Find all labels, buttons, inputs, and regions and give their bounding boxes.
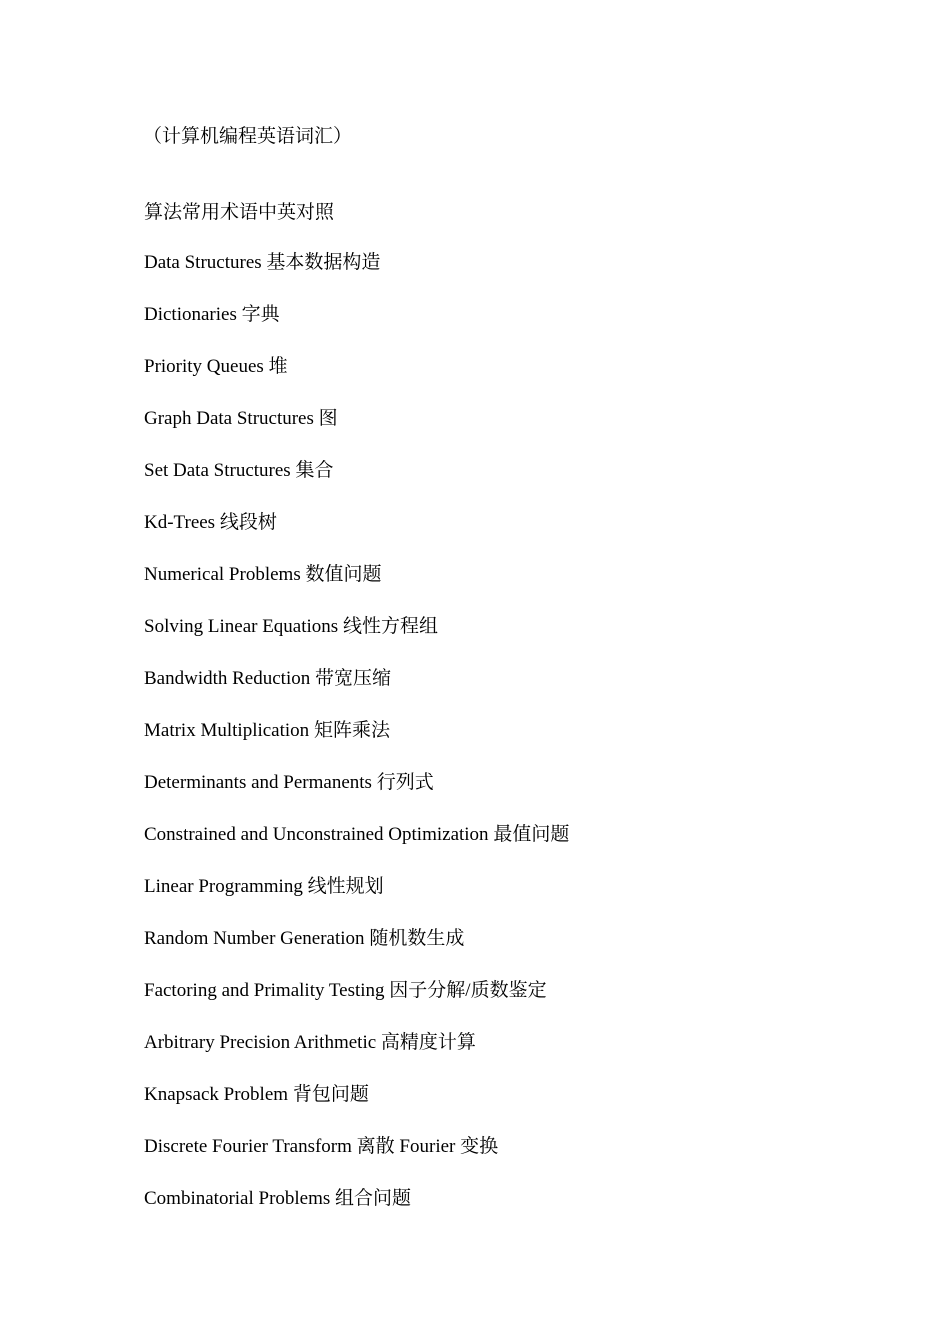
section-heading: 算法常用术语中英对照 (144, 202, 335, 223)
term-chinese: 堆 (268, 356, 288, 377)
term-chinese: 最值问题 (493, 824, 570, 845)
term-chinese: 背包问题 (292, 1084, 369, 1105)
term-english: Linear Programming (144, 876, 303, 897)
term-chinese: 组合问题 (335, 1188, 412, 1209)
term-item (144, 978, 569, 1004)
term-chinese: 带宽压缩 (314, 668, 391, 689)
term-item (144, 1030, 569, 1056)
term-chinese: 线性规划 (307, 876, 384, 897)
term-item (144, 1134, 569, 1160)
term-english: Data Structures (144, 252, 262, 273)
term-item (144, 1082, 569, 1108)
term-item (144, 406, 569, 432)
term-english: Graph Data Structures (144, 408, 314, 429)
term-chinese: 因子分解/质数鉴定 (389, 980, 547, 1001)
term-chinese: 随机数生成 (369, 928, 465, 949)
term-english: Determinants and Permanents (144, 772, 372, 793)
term-item (144, 510, 569, 536)
term-chinese: 线性方程组 (342, 616, 438, 637)
term-chinese: 基本数据构造 (266, 252, 381, 273)
term-english: Bandwidth Reduction (144, 668, 311, 689)
term-item (144, 718, 569, 744)
term-item (144, 822, 569, 848)
term-item (144, 926, 569, 952)
term-english: Matrix Multiplication (144, 720, 310, 741)
term-item (144, 562, 569, 588)
term-list (144, 250, 569, 1212)
term-english: Priority Queues (144, 356, 264, 377)
term-english: Factoring and Primality Testing (144, 980, 385, 1001)
term-english: Knapsack Problem (144, 1084, 289, 1105)
term-english: Dictionaries (144, 304, 237, 325)
term-item (144, 458, 569, 484)
term-chinese: 离散 Fourier 变换 (356, 1136, 499, 1157)
term-item (144, 666, 569, 692)
term-english: Set Data Structures (144, 460, 291, 481)
term-chinese: 线段树 (219, 512, 277, 533)
document-title: （计算机编程英语词汇） (143, 126, 353, 147)
term-item (144, 614, 569, 640)
term-chinese: 字典 (241, 304, 280, 325)
term-chinese: 高精度计算 (380, 1032, 476, 1053)
term-english: Numerical Problems (144, 564, 301, 585)
term-item (144, 1186, 569, 1212)
term-item (144, 302, 569, 328)
term-item (144, 770, 569, 796)
term-chinese: 行列式 (376, 772, 434, 793)
term-english: Discrete Fourier Transform (144, 1136, 352, 1157)
term-english: Combinatorial Problems (144, 1188, 331, 1209)
term-english: Kd-Trees (144, 512, 216, 533)
term-chinese: 图 (318, 408, 338, 429)
term-english: Solving Linear Equations (144, 616, 339, 637)
term-item (144, 354, 569, 380)
term-item (144, 874, 569, 900)
term-item (144, 250, 569, 276)
term-english: Arbitrary Precision Arithmetic (144, 1032, 377, 1053)
term-chinese: 集合 (295, 460, 334, 481)
term-chinese: 矩阵乘法 (313, 720, 390, 741)
term-english: Constrained and Unconstrained Optimization (144, 824, 489, 845)
term-english: Random Number Generation (144, 928, 365, 949)
term-chinese: 数值问题 (305, 564, 382, 585)
